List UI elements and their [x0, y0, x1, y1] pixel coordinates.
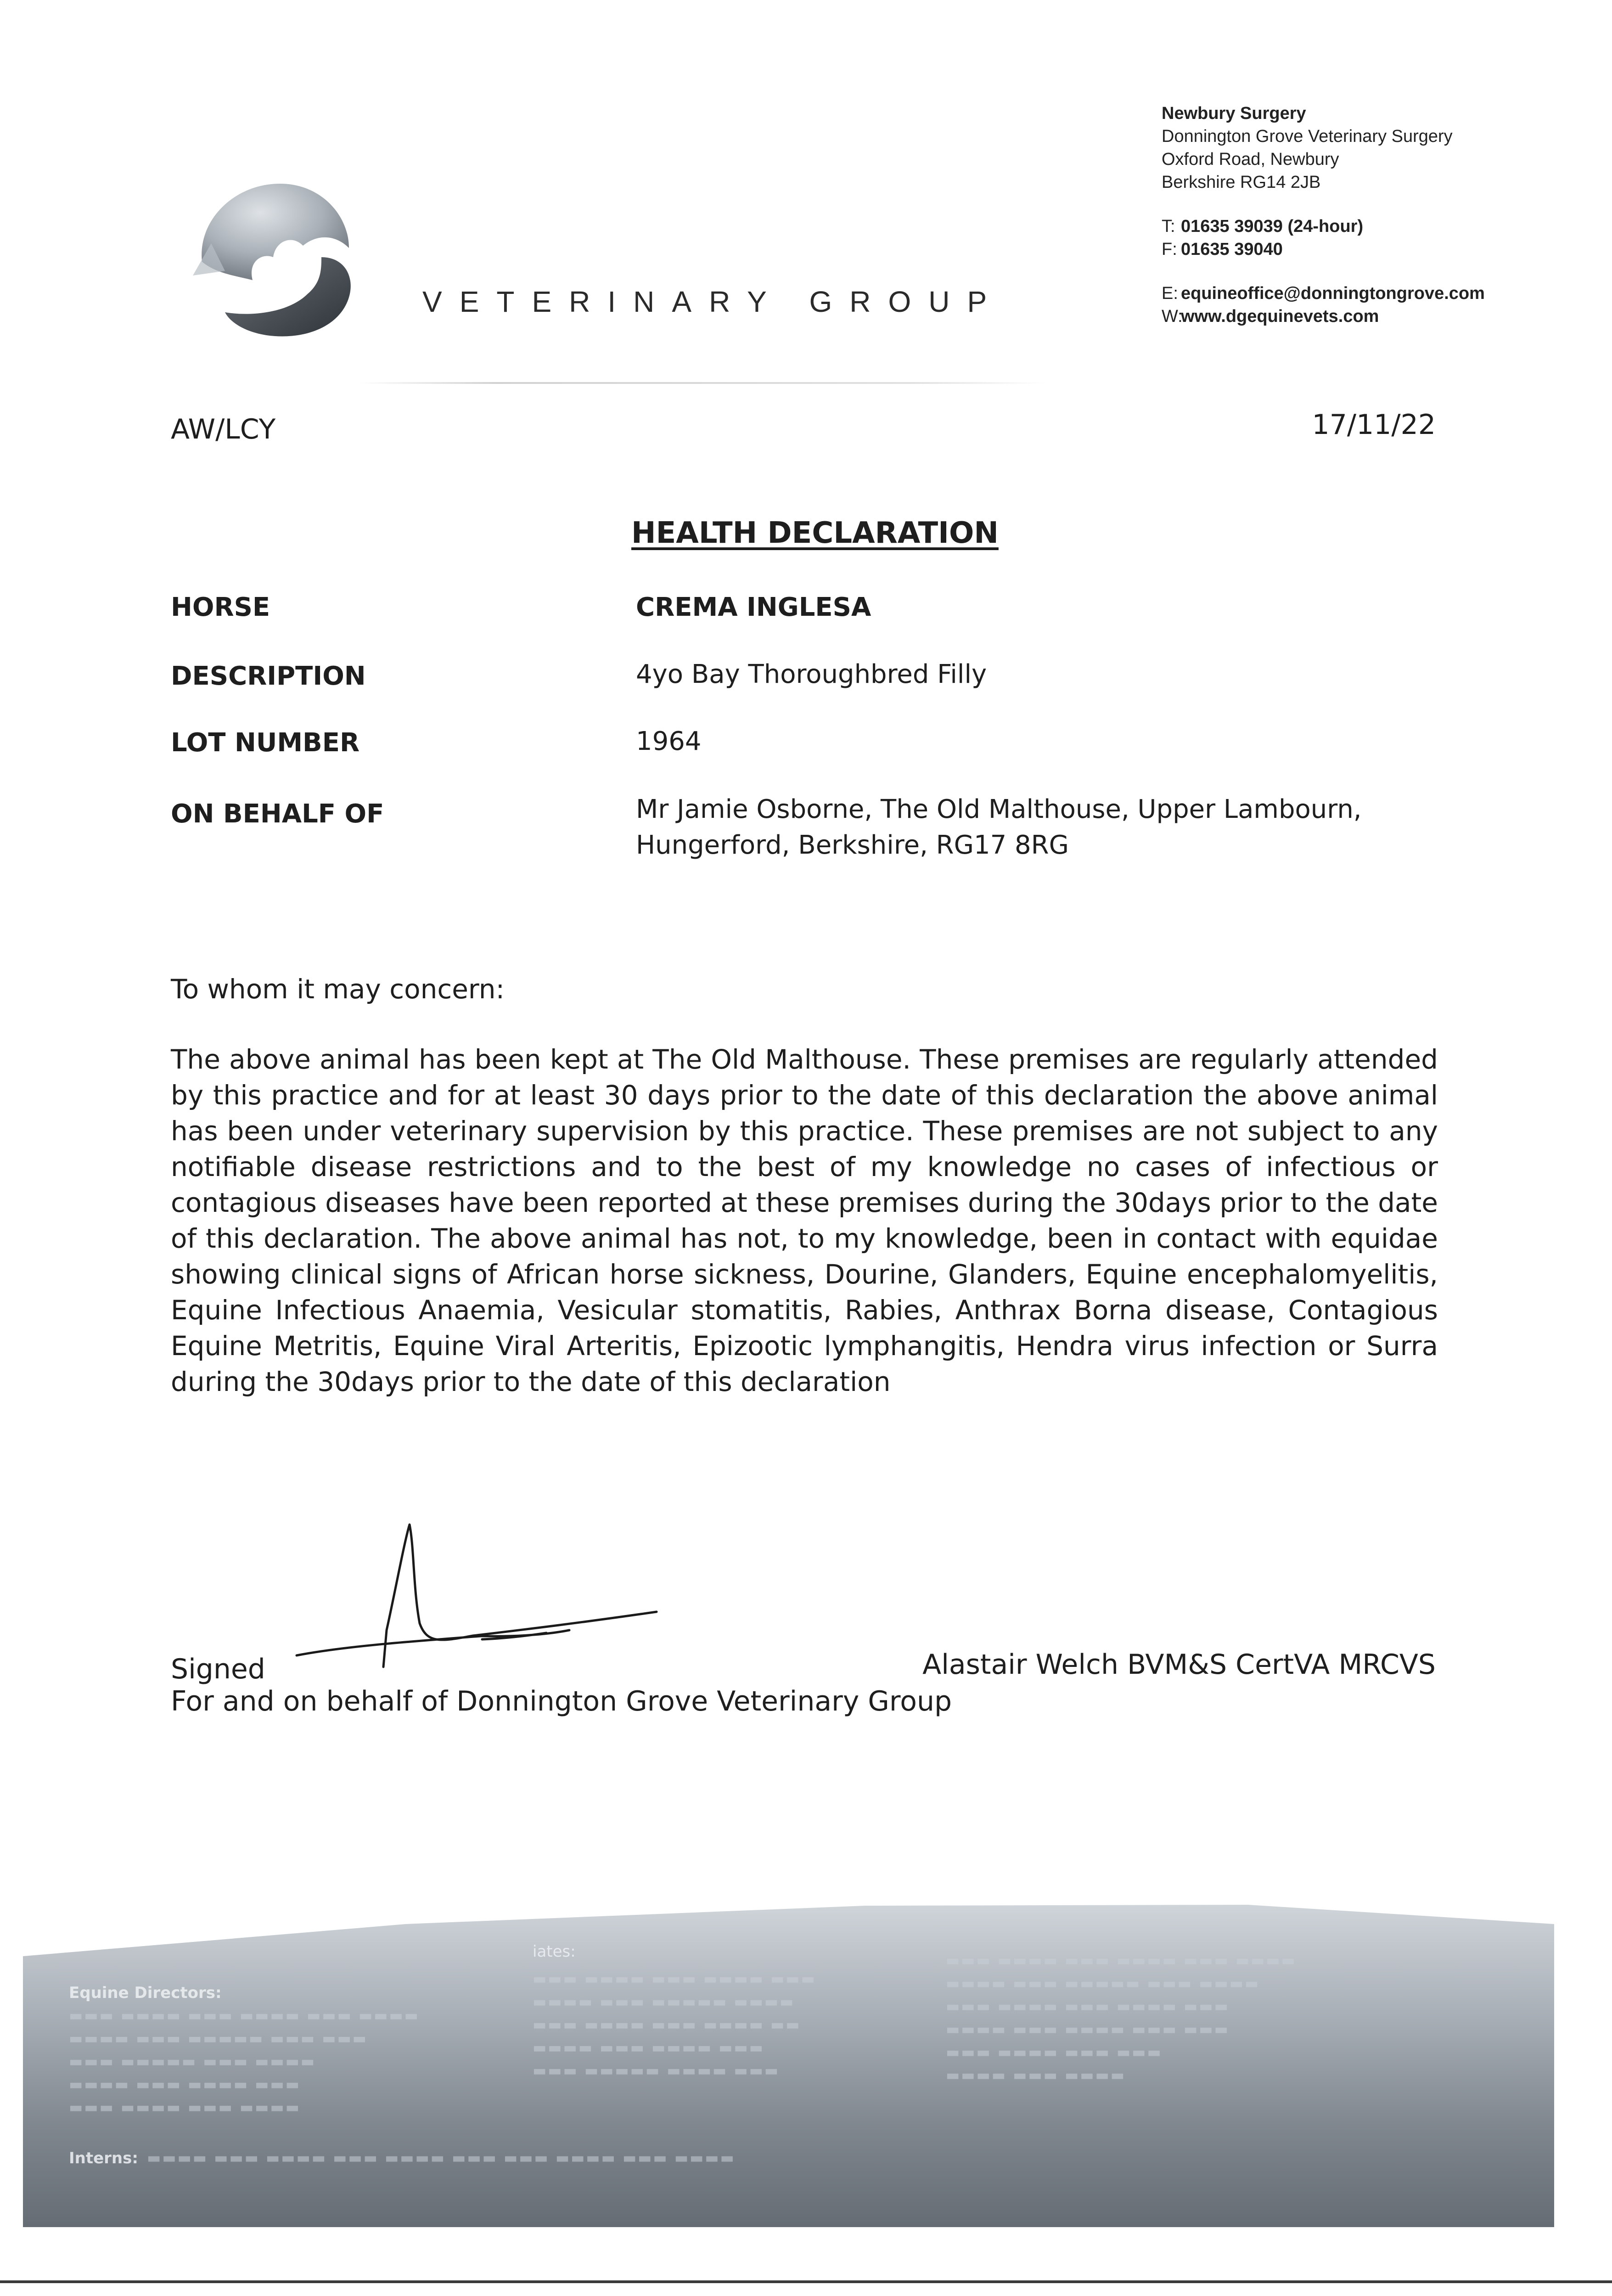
- document-title: HEALTH DECLARATION: [631, 516, 999, 550]
- handwritten-signature: [289, 1515, 670, 1681]
- description-label: DESCRIPTION: [171, 661, 366, 691]
- associates-label: iates:: [533, 1942, 576, 1961]
- footer-illegible-line: ▬▬▬▬ ▬▬▬ ▬▬▬▬▬ ▬▬▬▬: [533, 1993, 795, 2010]
- footer-illegible-line: ▬▬▬ ▬▬▬▬ ▬▬▬ ▬▬▬▬ ▬▬▬ ▬▬▬▬: [946, 1952, 1297, 1969]
- footer-illegible-line: ▬▬▬▬ ▬▬▬ ▬▬▬▬▬ ▬▬▬ ▬▬▬: [69, 2030, 368, 2047]
- brand-name: VETERINARY GROUP: [422, 285, 1005, 318]
- footer-illegible-line: ▬▬▬▬ ▬▬▬ ▬▬▬▬ ▬▬▬ ▬▬▬▬ ▬▬▬ ▬▬▬ ▬▬▬▬ ▬▬▬ ▬▬▬▬: [147, 2149, 736, 2167]
- fax-number: 01635 39040: [1181, 240, 1283, 259]
- footer-illegible-line: ▬▬▬▬ ▬▬▬ ▬▬▬▬ ▬▬▬: [533, 2039, 764, 2056]
- footer-illegible-line: ▬▬▬ ▬▬▬▬ ▬▬▬ ▬▬▬▬ ▬▬▬: [946, 1998, 1230, 2015]
- surgery-name: Newbury Surgery: [1162, 104, 1306, 123]
- signer-name: Alastair Welch BVM&S CertVA MRCVS: [922, 1649, 1436, 1681]
- address-line: Berkshire RG14 2JB: [1162, 173, 1321, 192]
- footer-illegible-line: ▬▬▬ ▬▬▬▬ ▬▬▬ ▬▬▬: [946, 2043, 1163, 2061]
- page-bottom-rule: [0, 2280, 1612, 2283]
- header-divider: [358, 382, 1047, 384]
- footer-illegible-line: ▬▬▬ ▬▬▬▬ ▬▬▬ ▬▬▬▬ ▬▬: [533, 2016, 801, 2033]
- veterinary-group-logo: [184, 165, 358, 349]
- horse-label: HORSE: [171, 592, 270, 622]
- footer-illegible-line: ▬▬▬ ▬▬▬▬▬ ▬▬▬▬ ▬▬▬: [533, 2062, 780, 2079]
- greeting: To whom it may concern:: [171, 974, 505, 1005]
- website: www.dgequinevets.com: [1181, 307, 1379, 326]
- equine-directors-label: Equine Directors:: [69, 1984, 222, 2002]
- email-key: E:: [1162, 284, 1178, 303]
- email-address: equineoffice@donningtongrove.com: [1181, 284, 1485, 303]
- phone-number: 01635 39039 (24-hour): [1181, 217, 1364, 236]
- footer-illegible-line: ▬▬▬▬ ▬▬▬ ▬▬▬▬: [946, 2066, 1126, 2084]
- footer-illegible-line: ▬▬▬ ▬▬▬▬ ▬▬▬ ▬▬▬▬ ▬▬▬ ▬▬▬▬: [69, 2007, 420, 2024]
- phone-key: T:: [1162, 217, 1175, 236]
- lot-number-value: 1964: [636, 726, 702, 756]
- on-behalf-value-line2: Hungerford, Berkshire, RG17 8RG: [636, 830, 1069, 860]
- signed-label: Signed: [171, 1653, 265, 1685]
- footer-illegible-line: ▬▬▬ ▬▬▬▬ ▬▬▬ ▬▬▬▬: [69, 2099, 301, 2116]
- footer-illegible-line: ▬▬▬ ▬▬▬▬ ▬▬▬ ▬▬▬▬ ▬▬▬: [533, 1970, 816, 1987]
- letter-date: 17/11/22: [1312, 409, 1436, 441]
- on-behalf-line: For and on behalf of Donnington Grove Veterinary Group: [171, 1685, 952, 1717]
- fax-key: F:: [1162, 240, 1177, 259]
- footer-illegible-line: ▬▬▬▬ ▬▬▬ ▬▬▬▬ ▬▬▬ ▬▬▬: [946, 2020, 1230, 2038]
- reference: AW/LCY: [171, 413, 276, 445]
- description-value: 4yo Bay Thoroughbred Filly: [636, 659, 987, 689]
- footer-illegible-line: ▬▬▬▬ ▬▬▬ ▬▬▬▬▬ ▬▬▬ ▬▬▬▬: [946, 1975, 1260, 1992]
- address-line: Oxford Road, Newbury: [1162, 150, 1339, 169]
- declaration-body: The above animal has been kept at The Old Malthouse. These premises are regularly attended by this practice and for at least 30 days prior to the date of this declaration the above animal has been under veterinary supervision by this practice. These premises are not subject to any notifiable disease restrictions and to the best of my knowledge no cases of infectious or contagious diseases have been reported at these premises during the 30days prior to the date of this declaration. The above animal has not, to my knowledge, been in contact with equidae showing clinical signs of African horse sickness, Dourine, Glanders, Equine encephalomyelitis, Equine Infectious Anaemia, Vesicular stomatitis, Rabies, Anthrax Borna disease, Contagious Equine Metritis, Equine Viral Arteritis, Epizootic lymphangitis, Hendra virus infection or Surra during the 30days prior to the date of this declaration: [171, 1044, 1438, 1397]
- address-line: Donnington Grove Veterinary Surgery: [1162, 127, 1453, 146]
- lot-number-label: LOT NUMBER: [171, 728, 360, 758]
- web-key: W:: [1162, 307, 1183, 326]
- interns-label: Interns:: [69, 2149, 138, 2167]
- footer-illegible-line: ▬▬▬ ▬▬▬▬▬ ▬▬▬ ▬▬▬▬: [69, 2053, 316, 2070]
- footer-illegible-line: ▬▬▬▬ ▬▬▬ ▬▬▬▬ ▬▬▬: [69, 2076, 301, 2093]
- horse-value: CREMA INGLESA: [636, 592, 871, 622]
- address-block: [1162, 102, 1485, 328]
- on-behalf-value-line1: Mr Jamie Osborne, The Old Malthouse, Upper Lambourn,: [636, 794, 1362, 824]
- on-behalf-label: ON BEHALF OF: [171, 799, 384, 829]
